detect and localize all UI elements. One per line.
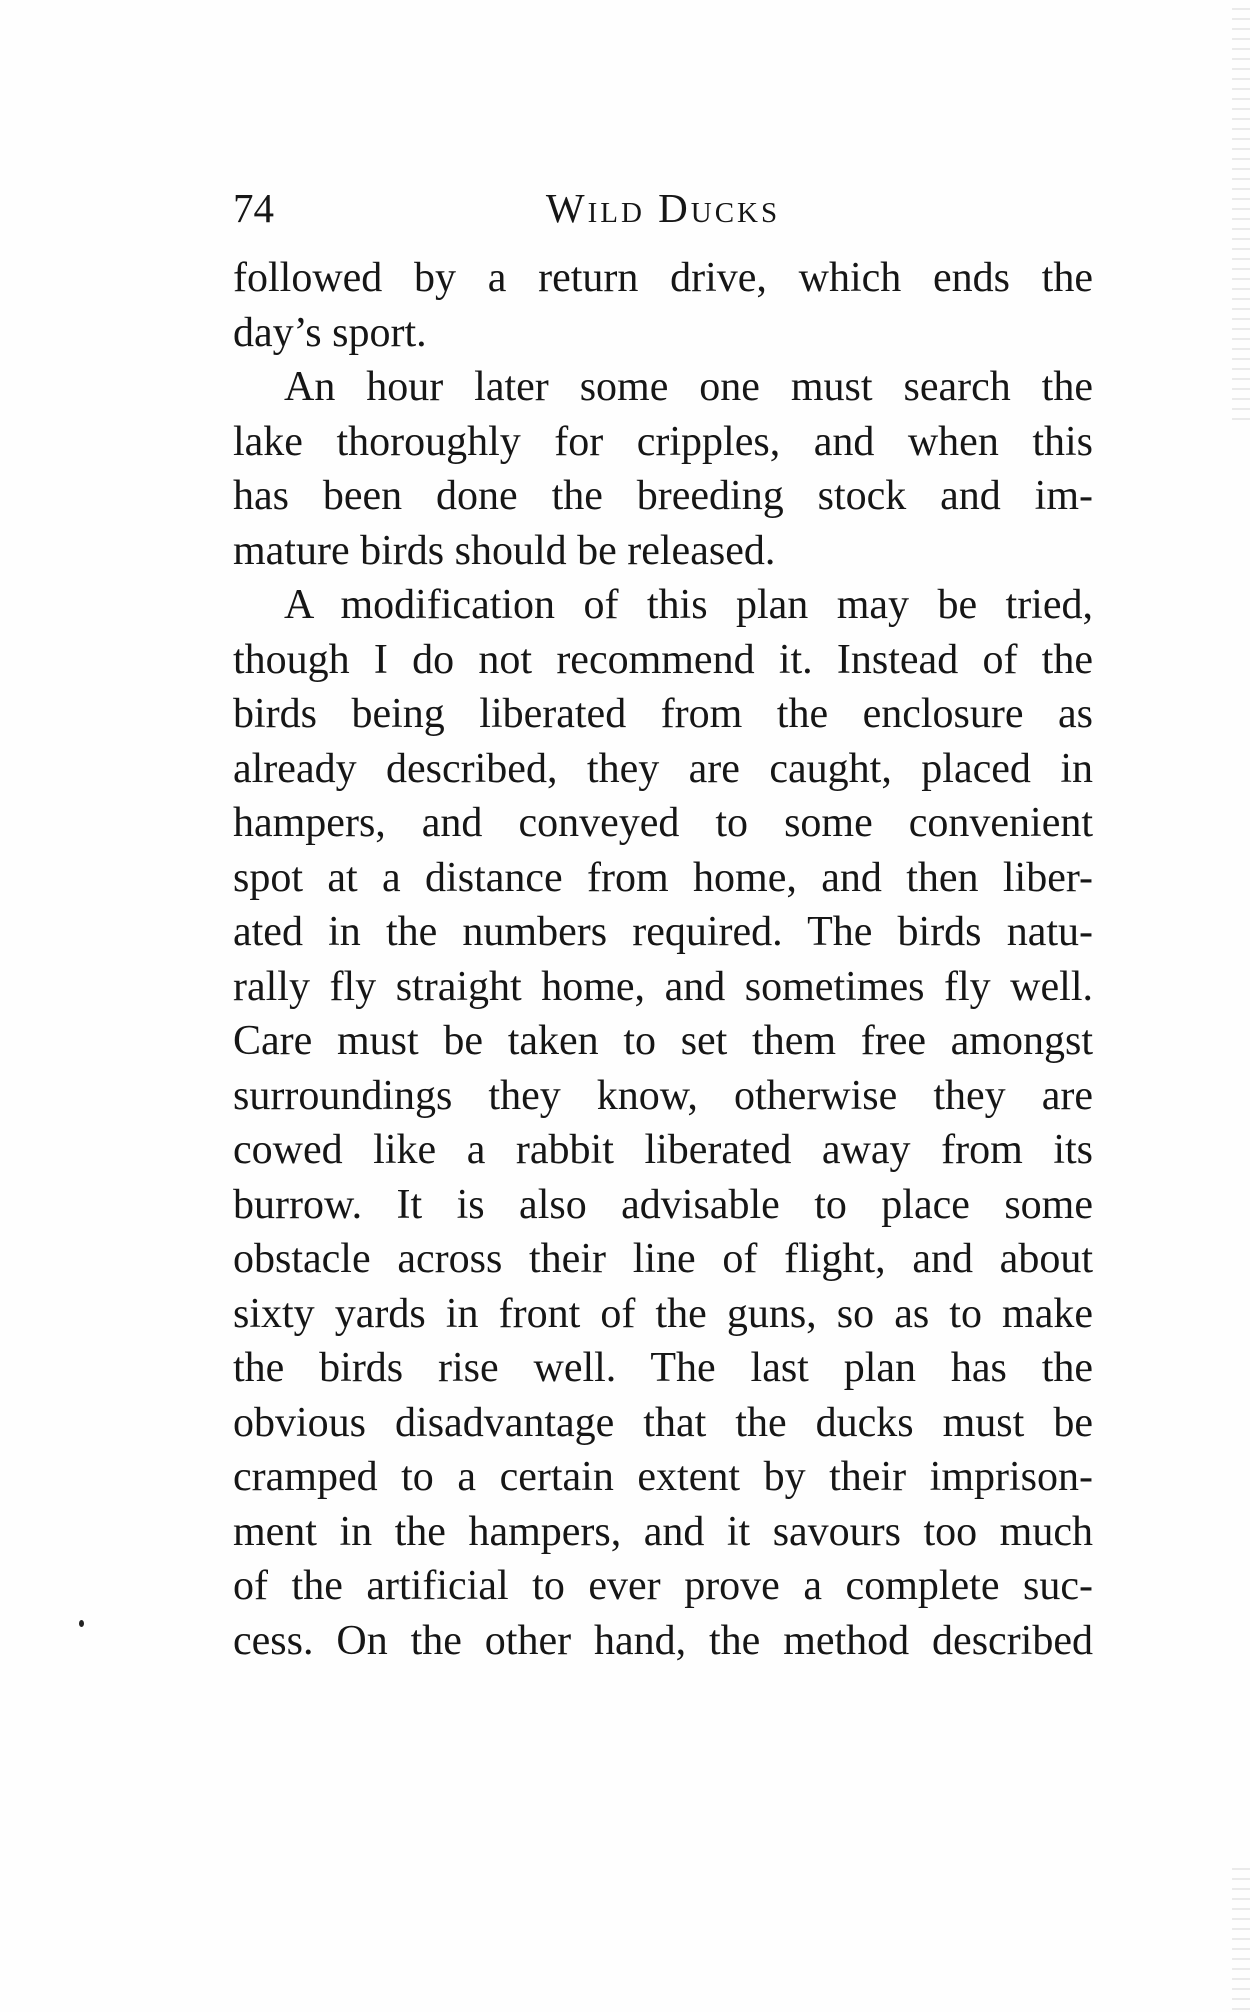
- text-line: obstacle across their line of flight, and about: [233, 1236, 1093, 1282]
- text-line: followed by a return drive, which ends the: [233, 255, 1093, 301]
- text-line: surroundings they know, otherwise they are: [233, 1072, 1093, 1119]
- text-line: has been done the breeding stock and im-: [233, 473, 1093, 519]
- text-line: sixty yards in front of the guns, so as to make: [233, 1290, 1093, 1337]
- text-line: rally fly straight home, and sometimes fly well.: [233, 963, 1093, 1010]
- text-line: Care must be taken to set them free amongst: [233, 1018, 1093, 1064]
- text-line: cramped to a certain extent by their imprison-: [233, 1454, 1093, 1500]
- text-line: obvious disadvantage that the ducks must be: [233, 1399, 1093, 1446]
- text-line: hampers, and conveyed to some convenient: [233, 800, 1093, 846]
- paragraph-start-line: A modification of this plan may be tried,: [284, 582, 1093, 628]
- running-title: Wild Ducks: [545, 185, 781, 231]
- text-line: cowed like a rabbit liberated away from its: [233, 1127, 1093, 1173]
- text-line: day’s sport.: [233, 309, 427, 356]
- page-number: 74: [233, 185, 274, 231]
- scan-edge: [1232, 1860, 1250, 2012]
- text-line: spot at a distance from home, and then liber-: [233, 854, 1093, 901]
- text-line: ated in the numbers required. The birds natu-: [233, 909, 1093, 955]
- text-line: the birds rise well. The last plan has the: [233, 1345, 1093, 1391]
- text-line: ment in the hampers, and it savours too much: [233, 1508, 1093, 1555]
- ink-speck: [79, 1620, 84, 1627]
- text-line: mature birds should be released.: [233, 527, 776, 574]
- text-line: lake thoroughly for cripples, and when this: [233, 418, 1093, 465]
- paragraph-start-line: An hour later some one must search the: [284, 364, 1093, 410]
- body-text: [233, 251, 1093, 1668]
- text-line: birds being liberated from the enclosure as: [233, 691, 1093, 737]
- text-line: of the artificial to ever prove a complete suc-: [233, 1563, 1093, 1609]
- text-line: though I do not recommend it. Instead of the: [233, 636, 1093, 683]
- running-head: [233, 176, 1093, 240]
- text-line: cess. On the other hand, the method described: [233, 1617, 1093, 1664]
- text-line: burrow. It is also advisable to place some: [233, 1181, 1093, 1228]
- scan-edge: [1232, 0, 1250, 420]
- text-line: already described, they are caught, placed in: [233, 745, 1093, 792]
